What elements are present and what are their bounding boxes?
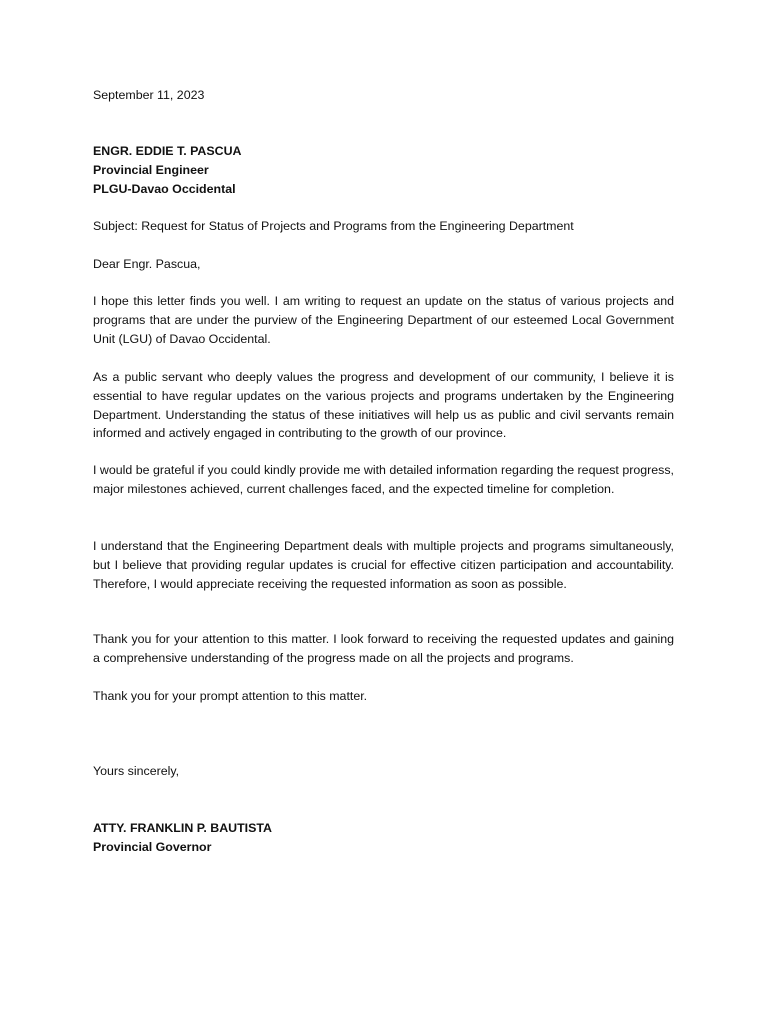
body-paragraph-4: I understand that the Engineering Department deals with multiple projects and programs simultaneously, but I believe that providing regular updates is crucial for effective citizen participation and accountability. Therefore, I would appreciate receiving the requested information as soon as possible. [93,539,674,591]
letter-date: September 11, 2023 [93,88,205,102]
letter-salutation: Dear Engr. Pascua, [93,257,201,271]
signatory-block [93,819,272,857]
body-paragraph-3: I would be grateful if you could kindly provide me with detailed information regarding the request progress, major milestones achieved, current challenges faced, and the expected timeline for completion. [93,463,674,496]
signatory-name: ATTY. FRANKLIN P. BAUTISTA [93,821,272,835]
recipient-block [93,142,241,198]
recipient-name: ENGR. EDDIE T. PASCUA [93,144,242,158]
recipient-office: PLGU-Davao Occidental [93,181,236,196]
recipient-title: Provincial Engineer [93,162,209,177]
letter-closing: Yours sincerely, [93,764,180,778]
body-paragraph-5: Thank you for your attention to this matter. I look forward to receiving the requested updates and gaining a comprehensive understanding of the progress made on all the projects and programs. [93,632,674,665]
body-paragraph-1: I hope this letter finds you well. I am writing to request an update on the status of various projects and programs that are under the purview of the Engineering Department of our esteemed Local Government Unit (LGU) of Davao Occidental. [93,294,674,346]
body-paragraph-6: Thank you for your prompt attention to this matter. [93,689,368,703]
signatory-title: Provincial Governor [93,839,212,854]
body-paragraph-2: As a public servant who deeply values the progress and development of our community, I believe it is essential to have regular updates on the various projects and programs undertaken by the Engineering Department. Understanding the status of these initiatives will help us as public and civil servants remain informed and actively engaged in contributing to the growth of our province. [93,370,674,441]
letter-subject: Subject: Request for Status of Projects and Programs from the Engineering Department [93,219,574,233]
